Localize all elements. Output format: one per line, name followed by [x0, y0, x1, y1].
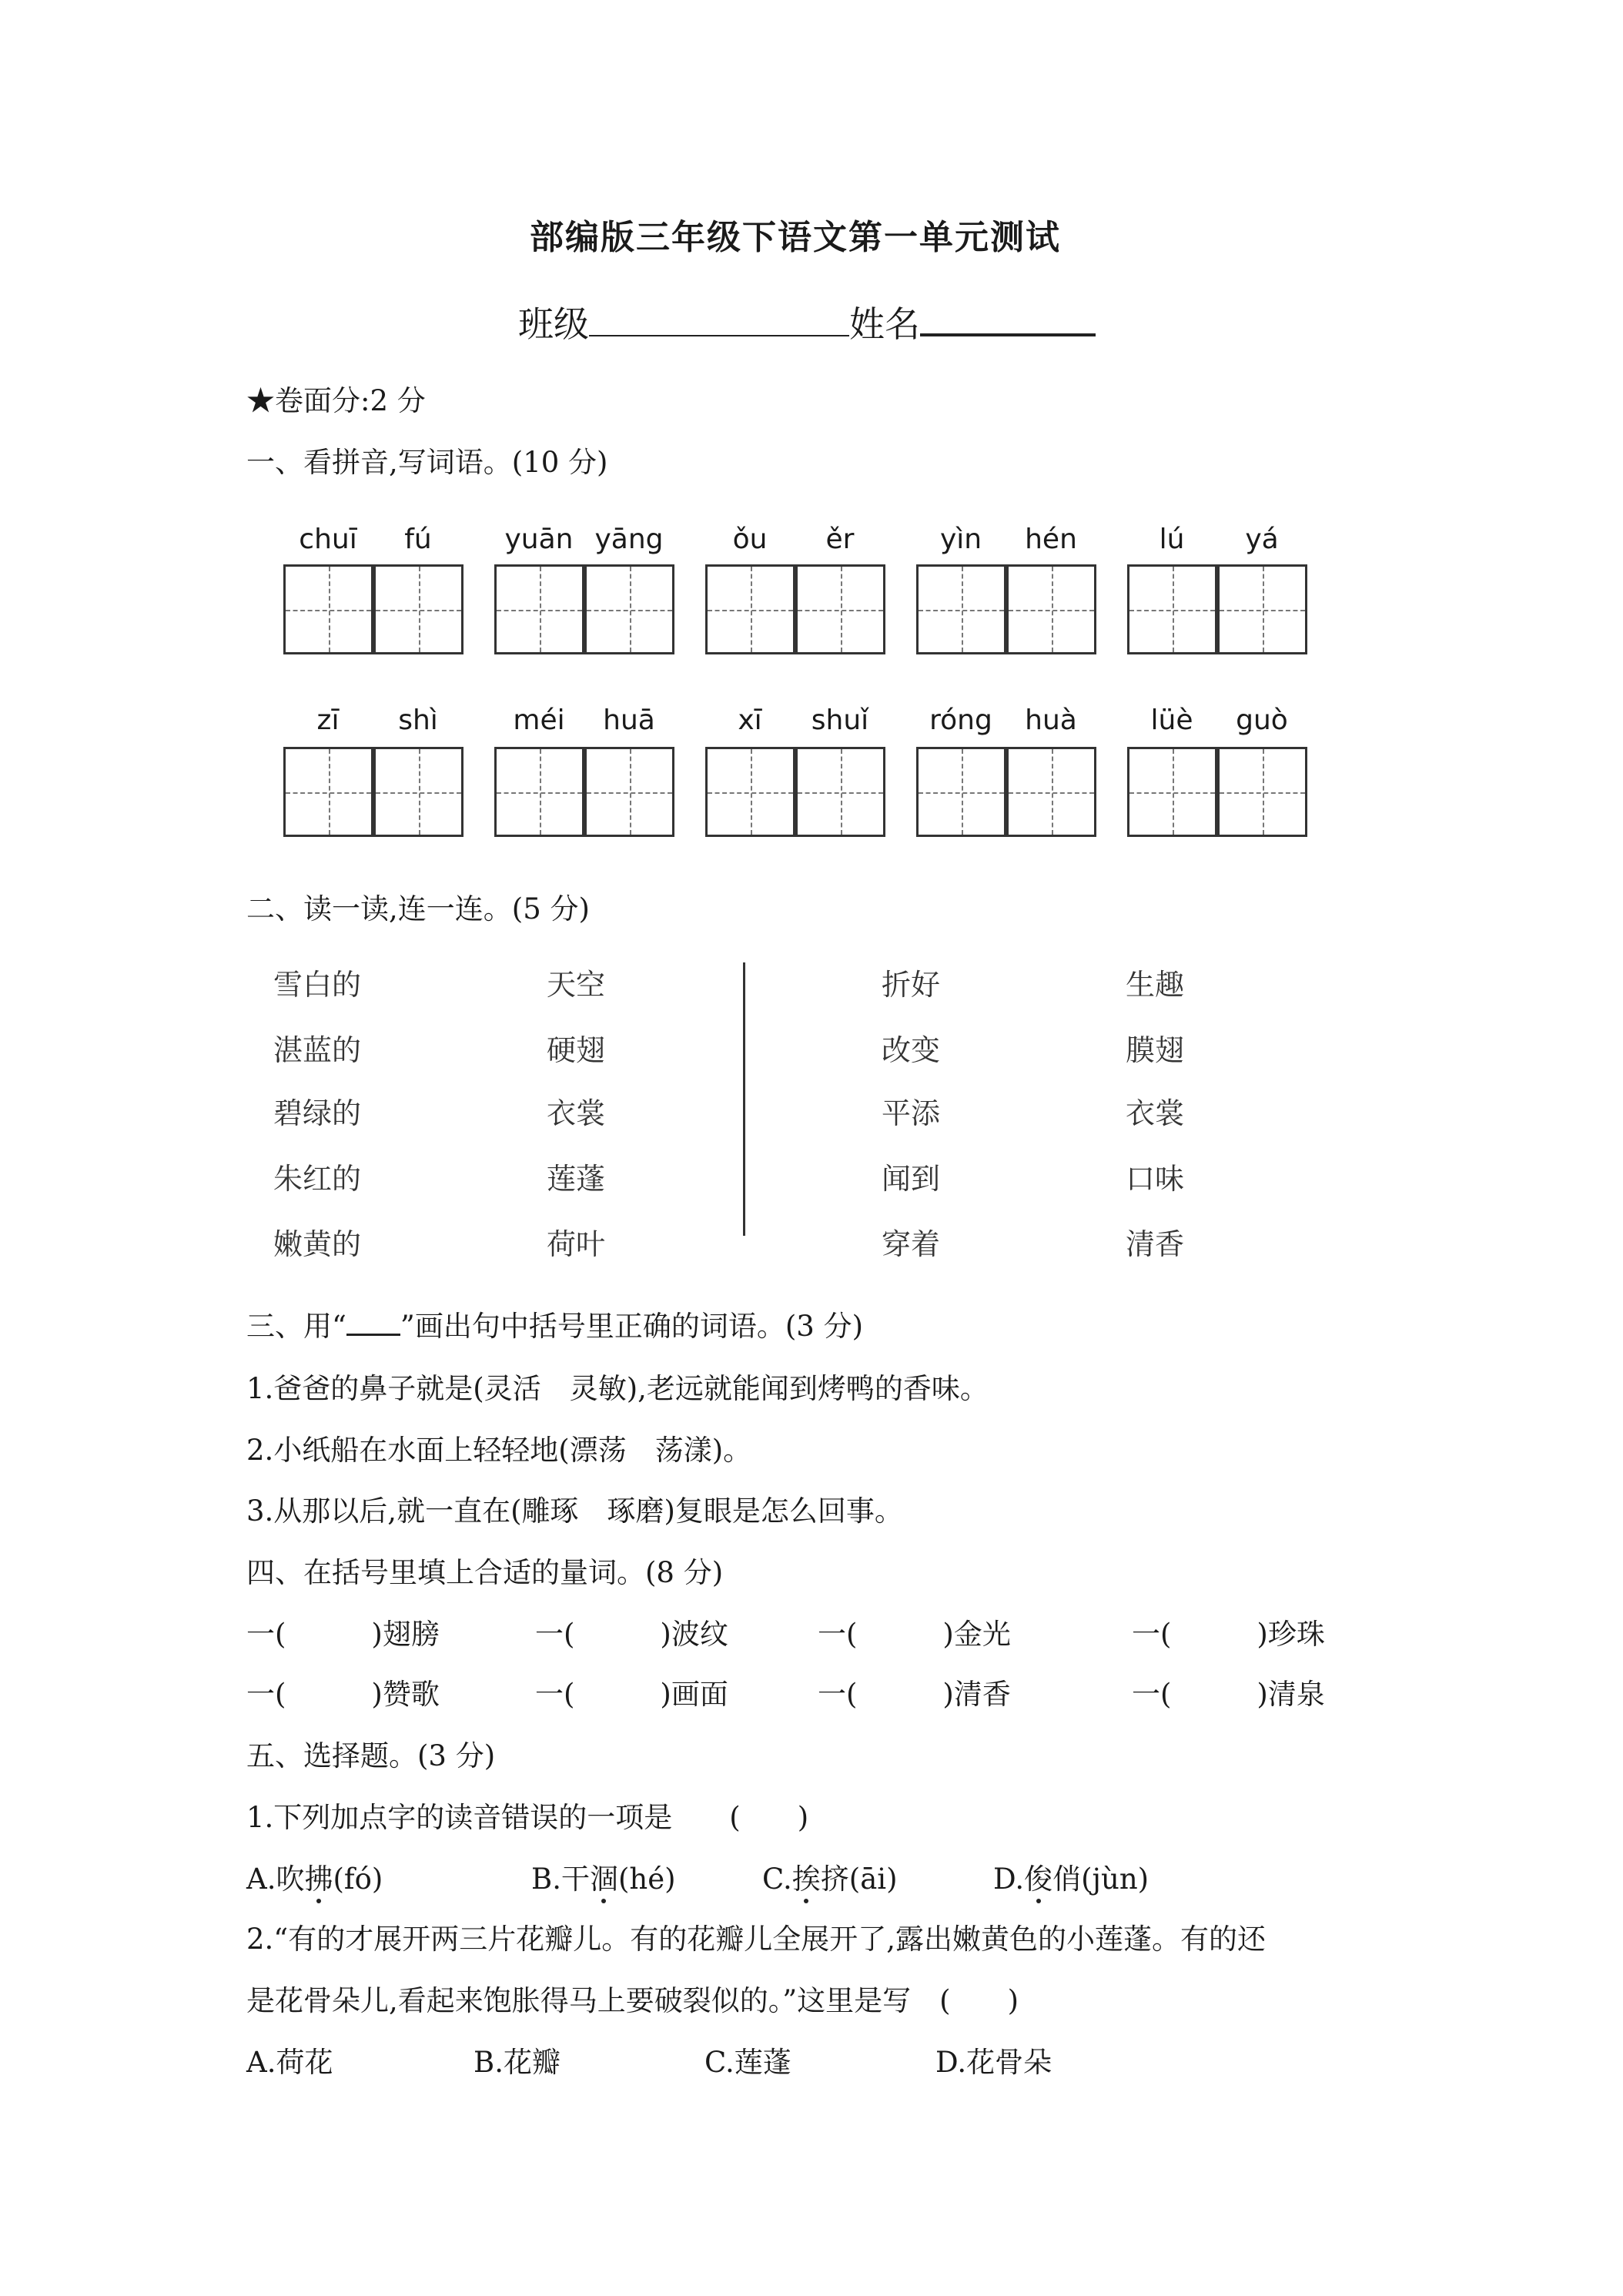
tianzige-box[interactable] — [1217, 564, 1307, 654]
q1-option-a[interactable]: A.吹拂(fó) — [246, 1863, 383, 1896]
match-word[interactable]: 碧绿的 — [273, 1096, 362, 1130]
match-word[interactable]: 莲蓬 — [547, 1162, 606, 1196]
tianzige-box[interactable] — [795, 747, 885, 837]
dotted-char: 俊 — [1024, 1863, 1053, 1896]
pinyin-label: shì — [398, 705, 438, 736]
q2-option-d[interactable]: D.花骨朵 — [935, 2046, 1052, 2079]
section4-item[interactable]: 一( )清泉 — [1132, 1678, 1325, 1711]
section3-item-1: 1.爸爸的鼻子就是(灵活 灵敏),老远就能闻到烤鸭的香味。 — [246, 1372, 989, 1405]
pinyin-label: lú — [1159, 524, 1185, 555]
pinyin-label: yá — [1245, 524, 1279, 555]
pinyin-label: róng — [929, 705, 992, 736]
pinyin-label: chuī — [299, 524, 357, 555]
q2-option-c[interactable]: C.莲蓬 — [704, 2046, 791, 2079]
pinyin-label: méi — [513, 705, 565, 736]
q1-option-b[interactable]: B.干涸(hé) — [531, 1863, 676, 1896]
section1-heading: 一、看拼音,写词语。(10 分) — [246, 446, 608, 479]
section4-item[interactable]: 一( )翅膀 — [246, 1618, 440, 1651]
section4-item[interactable]: 一( )赞歌 — [246, 1678, 440, 1711]
pinyin-label: zī — [316, 705, 340, 736]
pinyin-label: shuǐ — [811, 705, 869, 736]
section4-item[interactable]: 一( )波纹 — [535, 1618, 728, 1651]
match-word[interactable]: 平添 — [882, 1096, 941, 1130]
match-word[interactable]: 清香 — [1126, 1227, 1185, 1261]
pinyin-label: lüè — [1150, 705, 1193, 736]
match-word[interactable]: 衣裳 — [547, 1096, 606, 1130]
section3-heading — [246, 1303, 863, 1344]
tianzige-box[interactable] — [494, 747, 584, 837]
pinyin-label: ǒu — [732, 524, 768, 555]
class-name-line — [518, 296, 1096, 347]
pinyin-label: yuān — [504, 524, 574, 555]
match-word[interactable]: 穿着 — [882, 1227, 941, 1261]
pinyin-label: huā — [603, 705, 655, 736]
question-2-line-2: 是花骨朵儿,看起来饱胀得马上要破裂似的。”这里是写 ( ) — [246, 1984, 1019, 2017]
match-word[interactable]: 荷叶 — [547, 1227, 606, 1261]
match-word[interactable]: 嫩黄的 — [273, 1227, 362, 1261]
section4-item[interactable]: 一( )珍珠 — [1132, 1618, 1325, 1651]
question-2-line-1: 2.“有的才展开两三片花瓣儿。有的花瓣儿全展开了,露出嫩黄色的小莲蓬。有的还 — [246, 1923, 1266, 1956]
class-label: 班级 — [518, 303, 589, 345]
section4-item[interactable]: 一( )清香 — [818, 1678, 1011, 1711]
q2-option-a[interactable]: A.荷花 — [246, 2046, 333, 2079]
section3-item-3: 3.从那以后,就一直在(雕琢 琢磨)复眼是怎么回事。 — [246, 1494, 903, 1528]
tianzige-box[interactable] — [916, 747, 1006, 837]
tianzige-box[interactable] — [705, 747, 795, 837]
section3-heading-pre: 三、用“ — [246, 1310, 346, 1343]
tianzige-box[interactable] — [584, 564, 674, 654]
dotted-char: 拂 — [304, 1863, 333, 1896]
match-word[interactable]: 生趣 — [1126, 968, 1185, 1002]
tianzige-box[interactable] — [1127, 747, 1217, 837]
tianzige-box[interactable] — [1127, 564, 1217, 654]
pinyin-label: guò — [1236, 705, 1288, 736]
match-word[interactable]: 朱红的 — [273, 1162, 362, 1196]
tianzige-box[interactable] — [1006, 747, 1096, 837]
pinyin-label: huà — [1025, 705, 1077, 736]
pinyin-label: fú — [404, 524, 432, 555]
matching-divider — [743, 962, 745, 1236]
tianzige-box[interactable] — [283, 564, 373, 654]
section4-item[interactable]: 一( )画面 — [535, 1678, 728, 1711]
match-word[interactable]: 闻到 — [882, 1162, 941, 1196]
tianzige-box[interactable] — [1217, 747, 1307, 837]
tianzige-box[interactable] — [494, 564, 584, 654]
match-word[interactable]: 雪白的 — [273, 968, 362, 1002]
section4-item[interactable]: 一( )金光 — [818, 1618, 1011, 1651]
pinyin-label: ěr — [825, 524, 855, 555]
section3-item-2: 2.小纸船在水面上轻轻地(漂荡 荡漾)。 — [246, 1434, 752, 1467]
match-word[interactable]: 折好 — [882, 968, 941, 1002]
name-field[interactable] — [920, 298, 1096, 336]
tianzige-box[interactable] — [584, 747, 674, 837]
match-word[interactable]: 湛蓝的 — [273, 1033, 362, 1067]
match-word[interactable]: 衣裳 — [1126, 1096, 1185, 1130]
q1-option-d[interactable]: D.俊俏(jùn) — [993, 1863, 1149, 1896]
pinyin-label: hén — [1025, 524, 1077, 555]
match-word[interactable]: 口味 — [1126, 1162, 1185, 1196]
dotted-char: 挨 — [791, 1863, 821, 1896]
tianzige-box[interactable] — [795, 564, 885, 654]
class-field[interactable] — [589, 300, 849, 336]
name-label: 姓名 — [849, 303, 920, 345]
tianzige-box[interactable] — [1006, 564, 1096, 654]
tianzige-box[interactable] — [373, 564, 463, 654]
tianzige-box[interactable] — [916, 564, 1006, 654]
tianzige-box[interactable] — [283, 747, 373, 837]
tianzige-box[interactable] — [373, 747, 463, 837]
section2-heading: 二、读一读,连一连。(5 分) — [246, 892, 590, 925]
match-word[interactable]: 硬翅 — [547, 1033, 606, 1067]
neatness-score: ★卷面分:2 分 — [246, 384, 426, 417]
pinyin-label: yìn — [939, 524, 982, 555]
match-word[interactable]: 天空 — [547, 968, 606, 1002]
match-word[interactable]: 改变 — [882, 1033, 941, 1067]
tianzige-box[interactable] — [705, 564, 795, 654]
dotted-char: 涸 — [589, 1863, 618, 1896]
pinyin-label: xī — [738, 705, 762, 736]
question-1: 1.下列加点字的读音错误的一项是 ( ) — [246, 1801, 809, 1834]
section4-heading: 四、在括号里填上合适的量词。(8 分) — [246, 1556, 724, 1589]
pinyin-label: yāng — [594, 524, 664, 555]
page-title: 部编版三年级下语文第一单元测试 — [530, 218, 1061, 257]
q1-option-c[interactable]: C.挨挤(āi) — [762, 1863, 898, 1896]
section5-heading: 五、选择题。(3 分) — [246, 1739, 496, 1772]
match-word[interactable]: 膜翅 — [1126, 1033, 1185, 1067]
q2-option-b[interactable]: B.花瓣 — [474, 2046, 561, 2079]
underline-sample — [346, 1312, 400, 1336]
section3-heading-post: ”画出句中括号里正确的词语。(3 分) — [400, 1310, 864, 1343]
